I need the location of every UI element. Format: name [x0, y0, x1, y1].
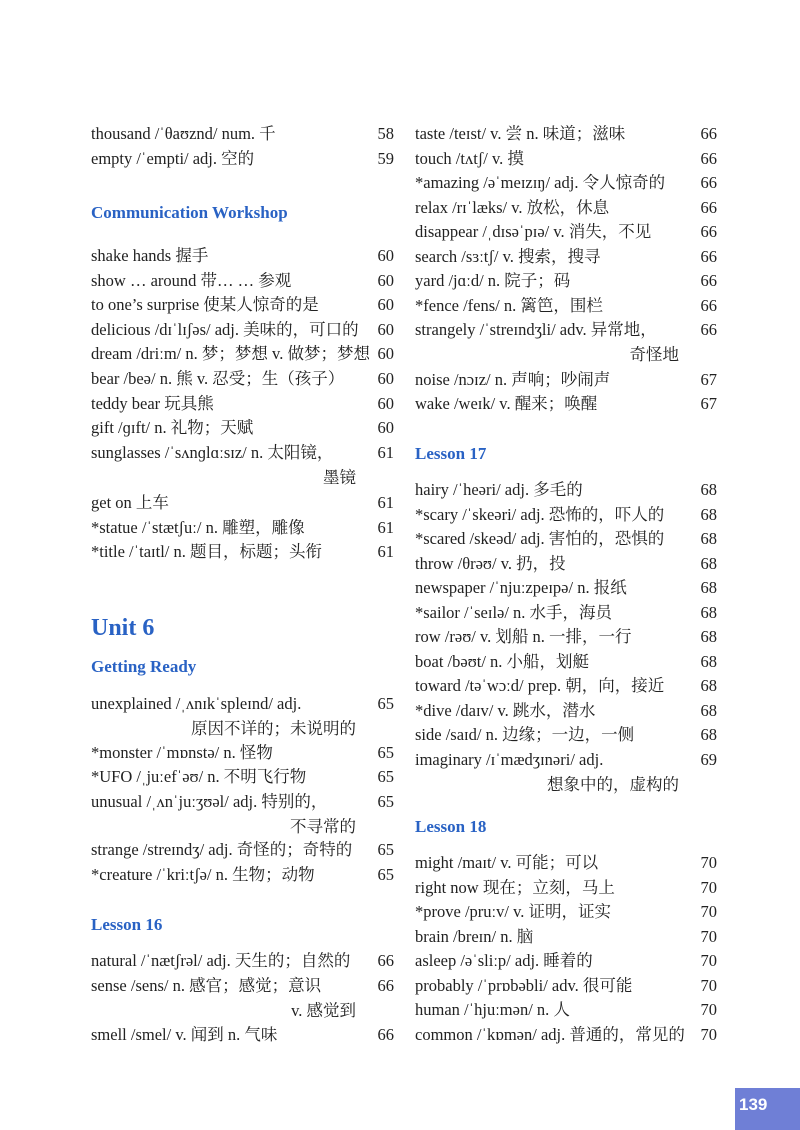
- entry-text: probably /ˈprɒbəbli/ adv. 很可能: [415, 976, 633, 995]
- entry-page: 65: [377, 694, 394, 713]
- entry-page: 65: [377, 743, 394, 762]
- entry-page: 66: [377, 1025, 394, 1044]
- entry-text: *statue /ˈstætʃuː/ n. 雕塑，雕像: [91, 518, 305, 537]
- entry-page: 68: [700, 505, 717, 524]
- entry-text: wake /weɪk/ v. 醒来；唤醒: [415, 394, 598, 413]
- entry-text: to one’s surprise 使某人惊奇的是: [91, 295, 319, 314]
- entry-text: touch /tʌtʃ/ v. 摸: [415, 149, 524, 168]
- entry-page: 68: [700, 554, 717, 573]
- entry-page: 60: [377, 320, 394, 339]
- entry-page: 68: [700, 578, 717, 597]
- entry-text: *scared /skeəd/ adj. 害怕的，恐惧的: [415, 529, 665, 548]
- entry-text: disappear /ˌdɪsəˈpɪə/ v. 消失，不见: [415, 222, 652, 241]
- entry-page: 66: [700, 124, 717, 143]
- entry-page: 68: [700, 725, 717, 744]
- entry-page: 59: [377, 149, 394, 168]
- entry-continuation: v. 感觉到: [291, 1000, 356, 1020]
- entry-page: 60: [377, 295, 394, 314]
- entry-page: 66: [377, 951, 394, 970]
- section-heading: Lesson 16: [91, 915, 163, 934]
- entry-text: empty /ˈempti/ adj. 空的: [91, 149, 255, 168]
- entry-text: *scary /ˈskeəri/ adj. 恐怖的，吓人的: [415, 505, 665, 524]
- entry-page: 66: [700, 149, 717, 168]
- entry-page: 70: [700, 878, 717, 897]
- entry-page: 68: [700, 652, 717, 671]
- entry-text: *UFO /ˌjuːefˈəʊ/ n. 不明飞行物: [91, 767, 307, 786]
- entry-text: *monster /ˈmɒnstə/ n. 怪物: [91, 743, 273, 762]
- entry-page: 66: [700, 247, 717, 266]
- entry-page: 61: [377, 493, 394, 512]
- entry-text: show … around 带… … 参观: [91, 271, 292, 290]
- entry-text: thousand /ˈθaʊznd/ num. 千: [91, 124, 276, 143]
- entry-text: newspaper /ˈnjuːzpeɪpə/ n. 报纸: [415, 578, 627, 597]
- entry-text: might /maɪt/ v. 可能；可以: [415, 853, 599, 872]
- entry-text: side /saɪd/ n. 边缘；一边，一侧: [415, 725, 635, 744]
- entry-continuation: 不寻常的: [290, 816, 356, 836]
- entry-text: row /rəʊ/ v. 划船 n. 一排，一行: [415, 627, 632, 646]
- entry-page: 70: [700, 927, 717, 946]
- entry-text: sunglasses /ˈsʌnɡlɑːsɪz/ n. 太阳镜，: [91, 443, 334, 462]
- entry-continuation: 想象中的，虚构的: [547, 774, 679, 794]
- entry-page: 68: [700, 529, 717, 548]
- entry-text: asleep /əˈsliːp/ adj. 睡着的: [415, 951, 593, 970]
- entry-text: *title /ˈtaɪtl/ n. 题目，标题；头衔: [91, 542, 322, 561]
- entry-text: dream /driːm/ n. 梦；梦想 v. 做梦；梦想: [91, 344, 370, 363]
- entry-text: get on 上车: [91, 493, 169, 512]
- entry-page: 67: [700, 394, 717, 413]
- entry-text: common /ˈkɒmən/ adj. 普通的，常见的: [415, 1025, 685, 1044]
- entry-continuation: 奇怪地: [629, 344, 679, 364]
- section-heading: Lesson 17: [415, 444, 487, 463]
- entry-text: yard /jɑːd/ n. 院子；码: [415, 271, 571, 290]
- entry-page: 60: [377, 394, 394, 413]
- entry-text: *sailor /ˈseɪlə/ n. 水手，海员: [415, 603, 613, 622]
- entry-page: 66: [700, 320, 717, 339]
- entry-page: 66: [700, 222, 717, 241]
- entry-text: toward /təˈwɔːd/ prep. 朝，向，接近: [415, 676, 665, 695]
- entry-page: 70: [700, 1000, 717, 1019]
- entry-page: 68: [700, 676, 717, 695]
- entry-page: 58: [377, 124, 394, 143]
- entry-text: delicious /dɪˈlɪʃəs/ adj. 美味的，可口的: [91, 320, 359, 339]
- entry-text: brain /breɪn/ n. 脑: [415, 927, 534, 946]
- entry-text: *prove /pruːv/ v. 证明，证实: [415, 902, 611, 921]
- entry-page: 60: [377, 418, 394, 437]
- entry-page: 70: [700, 902, 717, 921]
- entry-text: strange /streɪndʒ/ adj. 奇怪的；奇特的: [91, 840, 353, 859]
- section-heading: Communication Workshop: [91, 203, 288, 222]
- entry-text: *amazing /əˈmeɪzɪŋ/ adj. 令人惊奇的: [415, 173, 666, 192]
- entry-page: 70: [700, 951, 717, 970]
- entry-text: throw /θrəʊ/ v. 扔，投: [415, 554, 566, 573]
- entry-text: shake hands 握手: [91, 246, 209, 265]
- entry-text: unexplained /ˌʌnɪkˈspleɪnd/ adj.: [91, 694, 302, 713]
- entry-page: 61: [377, 542, 394, 561]
- entry-page: 65: [377, 840, 394, 859]
- entry-page: 61: [377, 518, 394, 537]
- entry-page: 66: [700, 296, 717, 315]
- entry-text: bear /beə/ n. 熊 v. 忍受；生（孩子）: [91, 369, 345, 388]
- entry-text: strangely /ˈstreɪndʒli/ adv. 异常地，: [415, 320, 657, 339]
- entry-page: 67: [700, 370, 717, 389]
- entry-page: 60: [377, 271, 394, 290]
- entry-text: taste /teɪst/ v. 尝 n. 味道；滋味: [415, 124, 626, 143]
- entry-page: 66: [700, 271, 717, 290]
- entry-text: search /sɜːtʃ/ v. 搜索，搜寻: [415, 247, 601, 266]
- entry-page: 66: [700, 173, 717, 192]
- entry-page: 65: [377, 767, 394, 786]
- entry-text: human /ˈhjuːmən/ n. 人: [415, 1000, 570, 1019]
- entry-page: 68: [700, 627, 717, 646]
- section-heading: Lesson 18: [415, 817, 487, 836]
- entry-page: 61: [377, 443, 394, 462]
- entry-text: natural /ˈnætʃrəl/ adj. 天生的；自然的: [91, 951, 351, 970]
- entry-text: boat /bəʊt/ n. 小船，划艇: [415, 652, 590, 671]
- entry-page: 60: [377, 369, 394, 388]
- entry-continuation: 原因不详的；未说明的: [191, 718, 356, 738]
- entry-page: 68: [700, 480, 717, 499]
- entry-text: imaginary /ɪˈmædʒɪnəri/ adj.: [415, 750, 604, 769]
- entry-text: unusual /ˌʌnˈjuːʒʊəl/ adj. 特别的，: [91, 792, 328, 811]
- entry-page: 60: [377, 344, 394, 363]
- entry-page: 68: [700, 603, 717, 622]
- entry-text: *dive /daɪv/ v. 跳水，潜水: [415, 701, 596, 720]
- entry-page: 60: [377, 246, 394, 265]
- entry-text: teddy bear 玩具熊: [91, 394, 214, 413]
- entry-page: 66: [700, 198, 717, 217]
- entry-page: 70: [700, 1025, 717, 1044]
- entry-continuation: 墨镜: [323, 467, 356, 487]
- entry-page: 65: [377, 792, 394, 811]
- entry-text: smell /smel/ v. 闻到 n. 气味: [91, 1025, 278, 1044]
- entry-text: hairy /ˈheəri/ adj. 多毛的: [415, 480, 583, 499]
- entry-page: 68: [700, 701, 717, 720]
- entry-text: relax /rɪˈlæks/ v. 放松，休息: [415, 198, 610, 217]
- entry-text: right now 现在；立刻，马上: [415, 878, 615, 897]
- entry-text: gift /ɡɪft/ n. 礼物；天赋: [91, 418, 254, 437]
- page-number: 139: [735, 1088, 800, 1130]
- section-heading: Getting Ready: [91, 657, 197, 676]
- unit-title: Unit 6: [91, 615, 155, 641]
- entry-text: *creature /ˈkriːtʃə/ n. 生物；动物: [91, 865, 315, 884]
- entry-text: sense /sens/ n. 感官；感觉；意识: [91, 976, 322, 995]
- entry-text: *fence /fens/ n. 篱笆，围栏: [415, 296, 603, 315]
- entry-text: noise /nɔɪz/ n. 声响；吵闹声: [415, 370, 611, 389]
- entry-page: 69: [700, 750, 717, 769]
- entry-page: 66: [377, 976, 394, 995]
- entry-page: 70: [700, 853, 717, 872]
- entry-page: 70: [700, 976, 717, 995]
- entry-page: 65: [377, 865, 394, 884]
